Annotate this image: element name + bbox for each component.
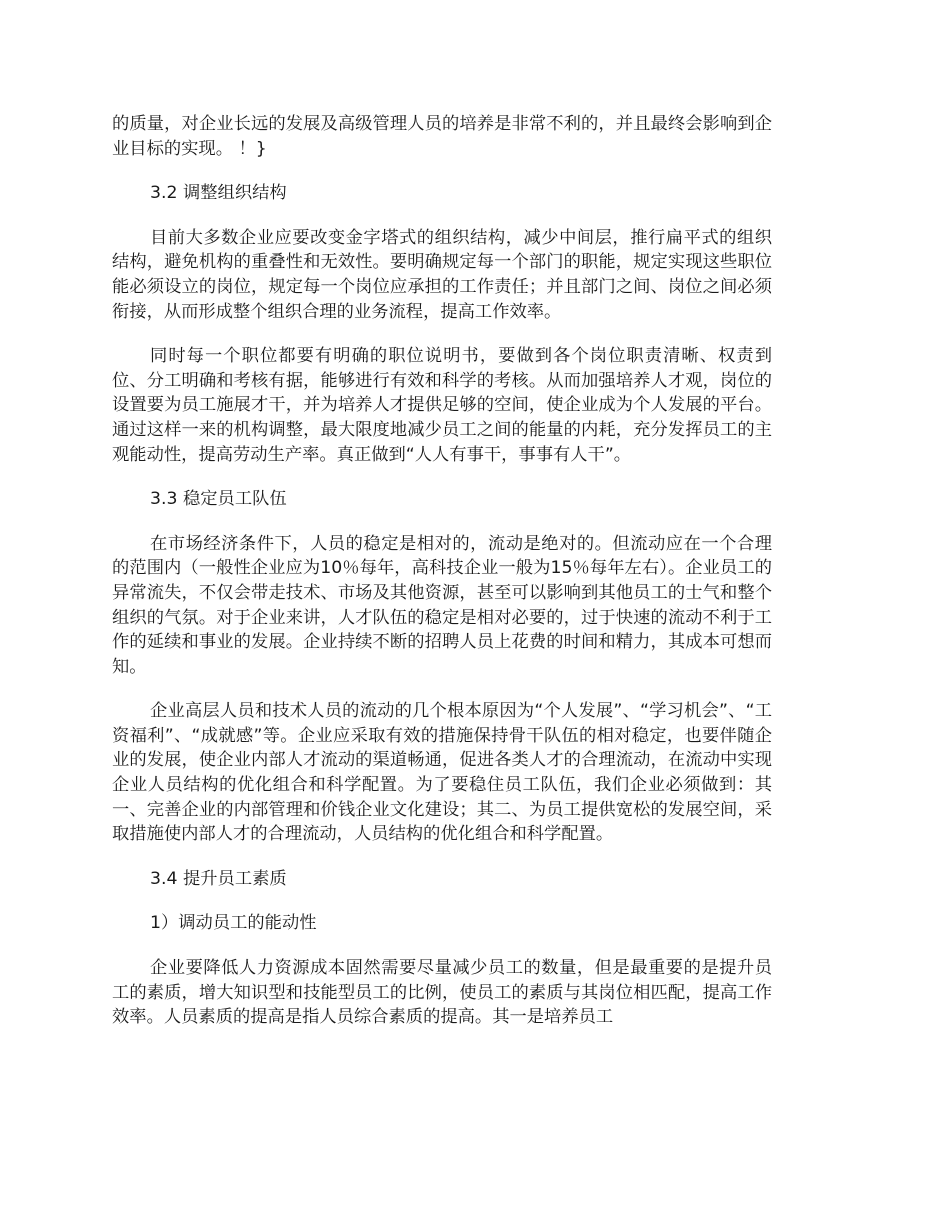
subsection-heading-1: 1）调动员工的能动性 [150,913,317,934]
section-heading-3-4: 3.4 提升员工素质 [150,868,287,889]
paragraph-job-description: 同时每一个职位都要有明确的职位说明书，要做到各个岗位职责清晰、权责到位、分工明确和考核有据，能够进行有效和科学的考核。从而加强培养人才观，岗位的设置要为员工施展才干，并为培养人才提供足够的空间，使企业成为个人发展的平台。通过这样一来的机构调整，最大限度地减少员工之间的能量的内耗，充分发挥员工的主观能动性，提高劳动生产率。真正做到“人人有事干，事事有人干”。 [112,346,772,465]
paragraph-staff-quality: 企业要降低人力资源成本固然需要尽量减少员工的数量，但是最重要的是提升员工的素质，增大知识型和技能型员工的比例，使员工的素质与其岗位相匹配，提高工作效率。人员素质的提高是指人员综合素质的提高。其一是培养员工 [112,958,772,1028]
paragraph-continued: 的质量，对企业长远的发展及高级管理人员的培养是非常不利的，并且最终会影响到企业目标的实现。 ！} [112,114,772,159]
paragraph-org-structure: 目前大多数企业应要改变金字塔式的组织结构，减少中间层，推行扁平式的组织结构，避免机构的重叠性和无效性。要明确规定每一个部门的职能，规定实现这些职位能必须设立的岗位，规定每一个岗位应承担的工作责任；并且部门之间、岗位之间必须衔接，从而形成整个组织合理的业务流程，提高工作效率。 [112,227,772,322]
section-heading-3-3: 3.3 稳定员工队伍 [150,489,287,510]
paragraph-staff-turnover: 企业高层人员和技术人员的流动的几个根本原因为“个人发展”、“学习机会”、“工资福利”、“成就感”等。企业应采取有效的措施保持骨干队伍的相对稳定，也要伴随企业的发展，使企业内部人才流动的渠道畅通，促进各类人才的合理流动，在流动中实现企业人员结构的优化组合和科学配置。为了要稳住员工队伍，我们企业必须做到：其一、完善企业的内部管理和价钱企业文化建设；其二、为员工提供宽松的发展空间，采取措施使内部人才的合理流动，人员结构的优化组合和科学配置。 [112,701,772,845]
section-heading-3-2: 3.2 调整组织结构 [150,183,287,204]
document-page [112,112,772,1030]
paragraph-market-economy: 在市场经济条件下，人员的稳定是相对的，流动是绝对的。但流动应在一个合理的范围内（一般性企业应为10％每年，高科技企业一般为15％每年左右）。企业员工的异常流失，不仅会带走技术、市场及其他资源，甚至可以影响到其他员工的士气和整个组织的气氛。对于企业来讲，人才队伍的稳定是相对必要的，过于快速的流动不利于工作的延续和事业的发展。企业持续不断的招聘人员上花费的时间和精力，其成本可想而知。 [112,533,772,677]
